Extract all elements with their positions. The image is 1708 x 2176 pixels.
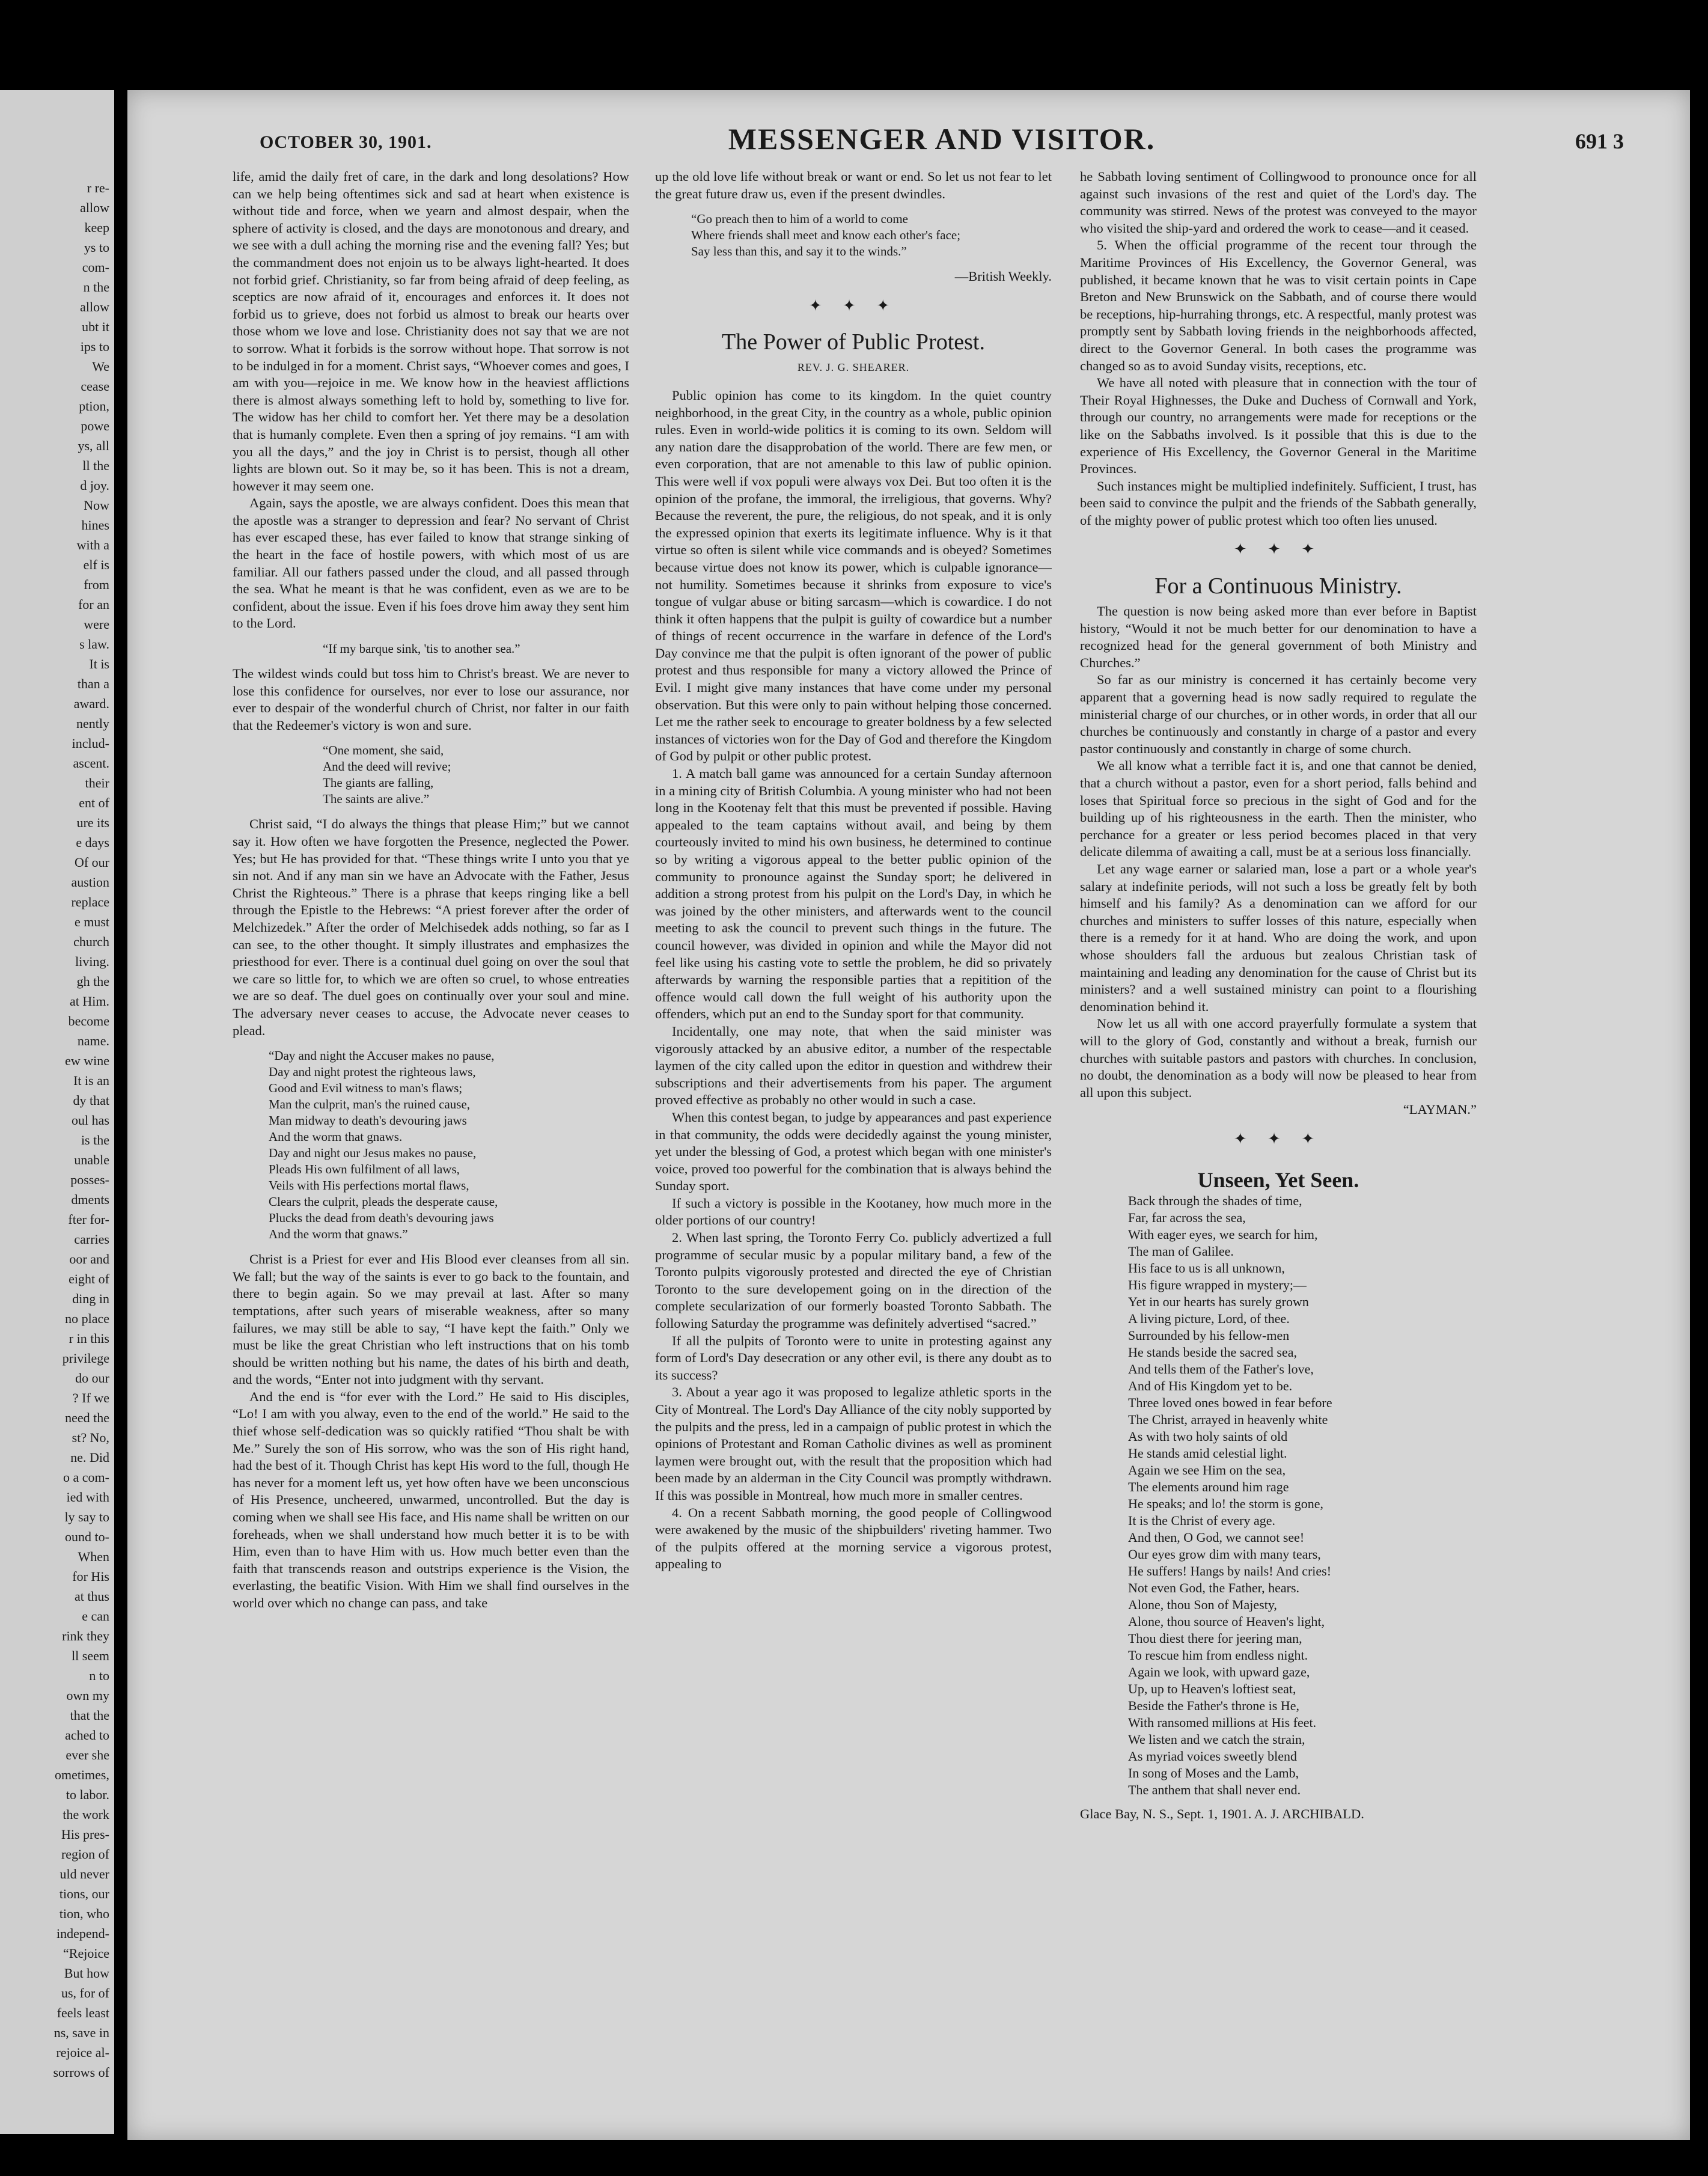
- section-divider: ✦ ✦ ✦: [1233, 540, 1323, 558]
- left-page-line: for an: [78, 597, 109, 612]
- left-page-line: ips to: [80, 339, 109, 354]
- paragraph: The wildest winds could but toss him to Christ's breast. We are never to lose this confidence for ourselves, nor ever to lose our assurance, nor ever to despair of the wonderful church of Christ, nor falter in our faith that the Redeemer's victory is won and sure.: [233, 666, 629, 733]
- left-page-line: no place: [65, 1311, 109, 1326]
- left-page-line: o a com-: [63, 1470, 109, 1485]
- left-page-line: ound to-: [65, 1529, 109, 1544]
- left-page-line: r in this: [69, 1331, 109, 1346]
- paragraph: Public opinion has come to its kingdom. In the quiet country neighborhood, in the great City, in the country as a whole, public opinion rules. Even in world-wide politics it is coming to its own. Seldom will any nation dare the disapprobation of the world. There are few men, or even corporation, that are not amenable to this law of public opinion. This were well if vox populi were always vox Dei. But too often it is the opinion of the profane, the immoral, the irreligious, that governs. Why? Because the reverent, the pure, the religious, do not speak, and it is only the expressed opinion that exerts its legitimate influence. Why is it that virtue so often is silent while vice commands and is obeyed? Sometimes because virtue does not know its power, which is culpable ignorance—not humility. Sometimes because it shrinks from exposure to vice's tongue of vulgar abuse or biting sarcasm—which is cowardice. I do not think it often happens that the pulpit is guilty of cowardice but a number of things of recent occurrence in the warfare in defence of the Lord's Day convince me that the pulpit is often ignorant of the power of public protest and thus responsible for many a victory allowed the Prince of Evil. I might give many instances that have come under my personal observation. But this were only to pain without helping those concerned. Let me the rather seek to encourage to greater boldness by a few selected instances of victories won for the Day of God and therefore the Kingdom of God by pulpit or other public protest.: [655, 387, 1052, 764]
- left-page-line: keep: [84, 220, 109, 235]
- left-page-line: living.: [75, 954, 109, 969]
- left-page-line: ew wine: [65, 1053, 109, 1068]
- left-page-line: ll the: [82, 458, 109, 473]
- left-page-line: ys, all: [78, 438, 109, 453]
- left-page-line: need the: [65, 1410, 109, 1425]
- left-page-line: st? No,: [72, 1430, 109, 1445]
- left-page-line: ached to: [65, 1728, 109, 1743]
- left-page-line: their: [85, 775, 109, 790]
- verse-quote: “One moment, she said, And the deed will revive; The giants are falling, The saints are alive.”: [323, 743, 451, 807]
- left-page-line: us, for of: [61, 1985, 109, 2000]
- left-page-line: ys to: [84, 240, 109, 255]
- left-page-line: ied with: [66, 1490, 109, 1505]
- left-page-line: oor and: [69, 1252, 109, 1267]
- left-page-line: It is an: [73, 1073, 109, 1088]
- left-page-line: Of our: [74, 855, 109, 870]
- left-page-line: ns, save in: [53, 2025, 109, 2040]
- left-page-line: n to: [89, 1668, 109, 1683]
- left-page-line: than a: [77, 676, 109, 691]
- paragraph: 4. On a recent Sabbath morning, the good people of Collingwood were awakened by the music of the shipbuilders' riveting hammer. Two of the pulpits offered at the morning service a vigorous protest, appealing to: [655, 1505, 1052, 1572]
- masthead: [260, 121, 1624, 157]
- left-page-line: name.: [77, 1033, 109, 1048]
- left-page-line: carries: [74, 1232, 109, 1247]
- left-page-line: sorrows of: [53, 2065, 109, 2080]
- left-page-line: at Him.: [70, 994, 109, 1009]
- left-page-line: cease: [81, 379, 109, 394]
- left-page-line: rejoice al-: [56, 2045, 109, 2060]
- paragraph: We have all noted with pleasure that in connection with the tour of Their Royal Highnesses, the Duke and Duchess of Cornwall and York, through our country, no arrangements were made for receptions or the like on the Sabbaths involved. Is it possible that this is due to the experience of His Excellency, the Governor General in the Maritime Provinces.: [1080, 375, 1477, 477]
- left-page-line: ure its: [76, 815, 109, 830]
- left-page-line: n the: [83, 280, 109, 295]
- attribution: “LAYMAN.”: [1403, 1102, 1477, 1117]
- left-page-line: independ-: [56, 1926, 109, 1941]
- left-page-line: ne. Did: [70, 1450, 109, 1465]
- paragraph: 3. About a year ago it was proposed to legalize athletic sports in the City of Montreal. The Lord's Day Alliance of the city nobly supported by the pulpits and the press, led in a campaign of public protest in which the opinions of Protestant and Roman Catholic divines as well as prominent laymen were brought out, with the result that the proposition which had been made by an alderman in the City Council was promptly withdrawn. If this was possible in Montreal, how much more in smaller centres.: [655, 1384, 1052, 1503]
- left-page-line: with a: [76, 537, 109, 552]
- attribution: —British Weekly.: [954, 269, 1052, 284]
- left-page-line: ent of: [79, 795, 109, 810]
- left-page-line: region of: [61, 1847, 109, 1862]
- left-page-line: “Rejoice: [63, 1946, 109, 1961]
- left-page-line: d joy.: [80, 478, 109, 493]
- left-page-line: But how: [64, 1966, 109, 1981]
- paragraph: Again, says the apostle, we are always confident. Does this mean that the apostle was a stranger to depression and fear? No servant of Christ has ever escaped these, has ever failed to know that strange sinking of the heart in the face of hostile powers, with which most of us are familiar. All our fathers passed under the cloud, and all passed through the sea. What he meant is that he was confident, even as we are to be confident, about the issue. Even if his foes drove him away they sent him to the Lord.: [233, 495, 629, 631]
- paragraph: up the old love life without break or want or end. So let us not fear to let the great future draw us, even if the present dwindles.: [655, 169, 1052, 201]
- article-title: For a Continuous Ministry.: [1154, 573, 1402, 599]
- section-divider: ✦ ✦ ✦: [808, 296, 898, 314]
- paragraph: If such a victory is possible in the Kootaney, how much more in the older portions of our country!: [655, 1195, 1052, 1228]
- left-page-line: gh the: [76, 974, 109, 989]
- left-page-fragment: [0, 90, 114, 2134]
- left-page-line: dments: [71, 1192, 109, 1207]
- left-page-line: to labor.: [66, 1787, 109, 1802]
- left-page-line: powe: [81, 418, 109, 433]
- section-divider: ✦ ✦ ✦: [1233, 1129, 1323, 1148]
- paragraph: Christ is a Priest for ever and His Blood ever cleanses from all sin. We fall; but the way of the saints is ever to go back to the fountain, and there to begin again. So we may prevail at last. After so many temptations, after such years of miserable weakness, after so many failures, we may still be able to say, “I have kept the faith.” Only we must be like the great Christian who left instructions that on his tomb should be written nothing but his name, the dates of his birth and death, and the words, “Enter not into judgment with thy servant.: [233, 1252, 629, 1387]
- paragraph: 5. When the official programme of the recent tour through the Maritime Provinces of His Excellency, the Governor General, was published, it became known that he was to visit certain points in Cape Breton and New Brunswick on the Sabbath, and of course there would be receptions, hip-hurrahing throngs, etc. A respectful, manly protest was promptly sent by Sabbath loving friends in the neighborhoods affected, direct to the Governor General. In both cases the programme was changed so as to avoid Sunday visits, receptions, etc.: [1080, 237, 1477, 373]
- left-page-line: e can: [82, 1609, 109, 1624]
- left-page-line: for His: [72, 1569, 109, 1584]
- newspaper-page: [127, 90, 1690, 2140]
- left-page-line: ? If we: [72, 1390, 109, 1405]
- page-number: 691 3: [1575, 129, 1624, 153]
- left-page-line: austion: [71, 875, 109, 890]
- left-page-line: feels least: [56, 2005, 109, 2020]
- column-1: [233, 168, 629, 2122]
- left-page-line: unable: [74, 1152, 109, 1167]
- left-page-line: tions, our: [59, 1886, 109, 1901]
- paragraph: When this contest began, to judge by appearances and past experience in that community, the odds were decidedly against the young minister, yet under the blessing of God, a protest which began with one minister's voice, proved too powerful for the combination that is always behind the Sunday sport.: [655, 1109, 1052, 1194]
- paragraph: life, amid the daily fret of care, in the dark and long desolations? How can we help being oftentimes sick and sad at heart when existence is without tide and force, when we yearn and almost despair, when the sphere of activity is closed, and the days are monotonous and dreary, and we see with a dull aching the morning rise and the evening fall? Yes; but the commandment does not enjoin us to be always light-hearted. It does not forbid grief. Christianity, so far from being afraid of deep feeling, as sceptics are now afraid of it, encourages and enforces it. It does not forbid us to grieve, does not forbid us almost to break our hearts over those whom we love and lose. Christianity does not say that we are not to sorrow. What it forbids is the sorrow without hope. That sorrow is not to be indulged in for a moment. Christ says, “Whoever comes and goes, I am with you—rejoice in me. We know how in the heaviest afflictions there is almost always something left to hold by, something to live for. The widow has her child to comfort her. Yet there may be a desolation that is humanly complete. Even then a spring of joy remains. “I am with you all the days,” and the joy in Christ is to persist, though all other lights are blown out. So it may be, so it has been. This is not a dream, however it may seem one.: [233, 169, 629, 494]
- left-page-line: oul has: [72, 1113, 109, 1128]
- left-page-line: from: [84, 577, 109, 592]
- left-page-line: replace: [71, 894, 109, 909]
- left-page-line: that the: [70, 1708, 109, 1723]
- left-page-line: hines: [81, 518, 109, 533]
- left-page-line: ometimes,: [54, 1767, 109, 1782]
- left-page-line: do our: [75, 1371, 109, 1386]
- left-page-line: e must: [74, 914, 109, 929]
- left-page-line: rink they: [62, 1628, 109, 1643]
- paragraph: Now let us all with one accord prayerfully formulate a system that will to the glory of God, constantly and without a break, furnish our churches with suitable pastors and pastors with churches. In conclusion, no doubt, the denomination as a body will now be pleased to hear from all upon this subject.: [1080, 1016, 1477, 1100]
- newspaper-title: MESSENGER AND VISITOR.: [728, 122, 1156, 156]
- left-page-line: includ-: [72, 736, 109, 751]
- left-page-line: tion, who: [59, 1906, 109, 1921]
- left-page-line: privilege: [62, 1351, 109, 1366]
- column-2: [655, 168, 1052, 2122]
- left-page-line: elf is: [83, 557, 109, 572]
- left-page-line: posses-: [70, 1172, 109, 1187]
- paragraph: 2. When last spring, the Toronto Ferry Co. publicly advertized a full programme of secular music by a popular military band, a few of the Toronto pulpits vigorously protested and directed the eye of Christian Toronto to the sure developement going on in the direction of the complete secularization of our formerly boasted Toronto Sabbath. The following Saturday the programme was definitely advertised “sacred.”: [655, 1230, 1052, 1331]
- left-page-line: r re-: [87, 180, 109, 195]
- article-byline: REV. J. G. SHEARER.: [797, 361, 910, 374]
- left-page-line: at thus: [74, 1589, 109, 1604]
- left-page-line: ubt it: [82, 319, 109, 334]
- paragraph: Such instances might be multiplied indefinitely. Sufficient, I trust, has been said to convince the pulpit and the friends of the Sabbath generally, of the mighty power of public protest which too often lies unused.: [1080, 478, 1477, 528]
- column-3: [1080, 168, 1477, 2122]
- left-page-line: When: [78, 1549, 109, 1564]
- left-page-line: allow: [80, 299, 109, 314]
- left-page-line: It is: [89, 656, 109, 671]
- paragraph: he Sabbath loving sentiment of Collingwood to pronounce once for all against such invasions of the rest and quiet of the Lord's day. The community was stirred. News of the protest was conveyed to the mayor who visited the ship-yard and ordered the work to cease—and it ceased.: [1080, 169, 1477, 236]
- left-page-line: own my: [66, 1688, 109, 1703]
- left-page-line: is the: [81, 1132, 109, 1148]
- verse-quote: “Go preach then to him of a world to come Where friends shall meet and know each other's face; Say less than this, and say it to the winds.”: [691, 212, 961, 259]
- left-page-line: ascent.: [73, 756, 109, 771]
- left-page-line: Now: [84, 498, 109, 513]
- left-page-line: ption,: [79, 399, 109, 414]
- left-page-line: His pres-: [61, 1827, 109, 1842]
- left-page-line: become: [68, 1013, 109, 1028]
- poem-signature: Glace Bay, N. S., Sept. 1, 1901. A. J. ARCHIBALD.: [1080, 1806, 1364, 1822]
- paragraph: Incidentally, one may note, that when the said minister was vigorously attacked by an abusive editor, a number of the respectable laymen of the city called upon the editor in question and withdrew their subscriptions and their advertisements from his paper. The argument proved effective as probably no other would in such a case.: [655, 1023, 1052, 1108]
- verse-quote: “Day and night the Accuser makes no pause, Day and night protest the righteous laws, Good and Evil witness to man's flaws; Man the culprit, man's the ruined cause, Man midway to death's devouring jaws And the worm that gnaws. Day and night our Jesus makes no pause, Pleads His own fulfilment of all laws, Veils with His perfections mortal flaws, Clears the culprit, pleads the desperate cause, Plucks the dead from death's devouring jaws And the worm that gnaws.”: [269, 1048, 498, 1242]
- paragraph: Christ said, “I do always the things that please Him;” but we cannot say it. How often we have forgotten the Presence, neglected the Power. Yes; but He has provided for that. “These things write I unto you that ye sin not. And if any man sin we have an Advocate with the Father, Jesus Christ the Righteous.” There is a phrase that keeps ringing like a bell through the Epistle to the Hebrews: “A priest forever after the order of Melchizedek.” After the order of Melchisedek adds nothing, so far as I can see, to the other thought. It simply illustrates and emphasizes the priesthood for ever. There is a continual duel going on over the soul that we care so little for, to which we are often so cruel, to whose entreaties we are so deaf. The duel goes on continually over your soul and mine. The adversary never ceases to accuse, the Advocate never ceases to plead.: [233, 816, 629, 1038]
- poem-title: Unseen, Yet Seen.: [1197, 1168, 1359, 1193]
- left-page-line: com-: [82, 260, 109, 275]
- left-page-line: ly say to: [64, 1509, 109, 1524]
- left-page-line: e days: [76, 835, 109, 850]
- paragraph: 1. A match ball game was announced for a certain Sunday afternoon in a mining city of British Columbia. A young minister who had not been long in the Kootenay felt that this must be prevented if possible. Having appealed to the team captains without avail, and being by them courteously invited to mind his own business, he determined to continue so by writing a vigorous appeal to the better public opinion of the community to pronounce against the Sunday sport; he delivered in addition a strong protest from his pulpit on the Lord's Day, in which he was joined by the other ministers, and afterwards went to the council meeting to ask the council to prevent such things in the future. The council however, was divided in opinion and while the Mayor did not feel like using his casting vote to settle the problem, he did so privately afterwards by warning the responsible parties that a repitition of the offence would call down the full weight of his authority upon the offenders, which put an end to the Sunday sport for that community.: [655, 766, 1052, 1022]
- left-page-line: dy that: [73, 1093, 109, 1108]
- paragraph: Let any wage earner or salaried man, lose a part or a whole year's salary at indefinite periods, will not such a loss be greatly felt by both himself and his family? As a denomination can we afford for our churches and ministers to suffer losses of this nature, especially when there is a remedy for it at hand. Who are doing the work, and upon whose shoulders fall the arduous but zealous Christian task of maintaining and leading any denomination for the cause of Christ but its ministers? and a well sustained ministry can point to a flourishing denomination behind it.: [1080, 861, 1477, 1014]
- left-page-line: ding in: [72, 1291, 109, 1306]
- paragraph: We all know what a terrible fact it is, and one that cannot be denied, that a church without a pastor, even for a short period, falls behind and loses that Spiritual force so precious in the sight of God and for the building up of his righteousness in the earth. Then the minister, who perchance for a greater or less period becomes placed in that very delicate dilemma of awaiting a call, must be at a serious loss financially.: [1080, 758, 1477, 860]
- left-page-line: s law.: [79, 637, 109, 652]
- left-page-line: nently: [76, 716, 109, 731]
- left-page-line: were: [84, 617, 109, 632]
- paragraph: And the end is “for ever with the Lord.” He said to His disciples, “Lo! I am with you alway, even to the end of the world.” He said to the thief whose self-dedication was so quickly ratified “Thou shalt be with Me.” Surely the son of His sorrow, who was the son of His right hand, had the best of it. Though Christ has kept His word to the full, though He has never for a moment left us, yet how often have we been unconscious of His Presence, uncheered, unwarmed, uncontrolled. But the day is coming when we shall see His face, and His name shall be written on our foreheads, when we shall understand how much better it is to be with Him, even than to have Him with us. How much better even than the faith that transcends reason and outstrips experience is the Vision, the everlasting, the beatific Vision. With Him we shall find ourselves in the world over which no change can pass, and take: [233, 1389, 629, 1610]
- left-page-line: We: [92, 359, 109, 374]
- left-page-line: eight of: [69, 1271, 109, 1286]
- left-page-line: allow: [80, 200, 109, 215]
- left-page-line: church: [73, 934, 109, 949]
- paragraph: The question is now being asked more than ever before in Baptist history, “Would it not be much better for our denomination to have a recognized head for the general government of both Ministry and Churches.”: [1080, 604, 1477, 670]
- paragraph: So far as our ministry is concerned it has certainly become very apparent that a governing head is now sadly required to regulate the ministerial charge of our churches, or in other words, in order that all our churches be continuously and constantly in charge of a pastor and every pastor continuously and constantly in charge of some church.: [1080, 672, 1477, 756]
- left-page-line: ever she: [66, 1747, 109, 1762]
- poem-text: Back through the shades of time, Far, far across the sea, With eager eyes, we search for him, The man of Galilee. His face to us is all unknown, His figure wrapped in mystery;— Yet in our hearts has surely grown A living picture, Lord, of thee. Surrounded by his fellow-men He stands beside the sacred sea, And tells them of the Father's love, And of His Kingdom yet to be. Three loved ones bowed in fear before The Christ, arrayed in heavenly white As with two holy saints of old He stands amid celestial light. Again we see Him on the sea, The elements around him rage He speaks; and lo! the storm is gone, It is the Christ of every age. And then, O God, we cannot see! Our eyes grow dim with many tears, He suffers! Hangs by nails! And cries! Not even God, the Father, hears. Alone, thou Son of Majesty, Alone, thou source of Heaven's light, Thou diest there for jeering man, To rescue him from endless night. Again we look, with upward gaze, Up, up to Heaven's loftiest seat, Beside the Father's throne is He, With ransomed millions at His feet. We listen and we catch the strain, As myriad voices sweetly blend In song of Moses and the Lamb, The anthem that shall never end.: [1128, 1193, 1332, 1798]
- left-page-line: award.: [73, 696, 109, 711]
- issue-date: OCTOBER 30, 1901.: [260, 132, 432, 152]
- verse-quote: “If my barque sink, 'tis to another sea.”: [323, 641, 520, 656]
- left-page-line: the work: [63, 1807, 109, 1822]
- left-page-line: ll seem: [72, 1648, 109, 1663]
- article-title: The Power of Public Protest.: [721, 329, 985, 355]
- paragraph: If all the pulpits of Toronto were to unite in protesting against any form of Lord's Day desecration or any other evil, is there any doubt as to its success?: [655, 1333, 1052, 1383]
- left-page-line: uld never: [59, 1866, 109, 1881]
- left-page-line: fter for-: [68, 1212, 109, 1227]
